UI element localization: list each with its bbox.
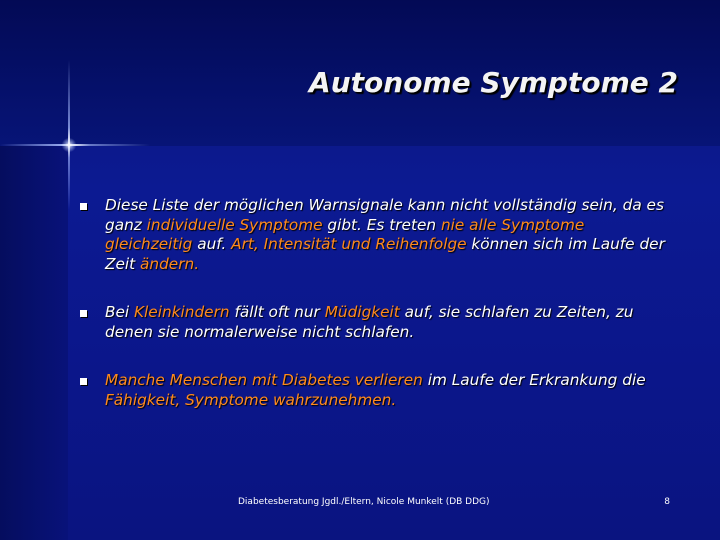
- square-bullet-icon: [80, 378, 87, 385]
- bullet-text: [105, 371, 646, 409]
- highlighted-text: Manche Menschen mit Diabetes verlieren: [105, 371, 423, 389]
- highlighted-text: Art, Intensität und Reihenfolge: [231, 235, 467, 253]
- bullet-item: [78, 196, 668, 274]
- text-segment: auf.: [192, 235, 232, 253]
- slide-footer: Diabetesberatung Jgdl./Eltern, Nicole Munkelt (DB DDG): [238, 497, 490, 507]
- text-segment: im Laufe der Erkrankung die: [422, 371, 646, 389]
- light-flare-core-icon: [61, 138, 77, 152]
- text-segment: gibt. Es treten: [322, 215, 441, 234]
- highlighted-text: Fähigkeit, Symptome wahrzunehmen.: [105, 390, 397, 409]
- slide-title: Autonome Symptome 2: [309, 66, 678, 99]
- text-segment: Diese Liste der möglichen Warnsignale kann nicht vollständig sein, da es ganz: [105, 196, 664, 234]
- highlighted-text: Müdigkeit: [324, 303, 400, 321]
- square-bullet-icon: [80, 203, 87, 210]
- left-band: [0, 146, 68, 540]
- highlighted-text: nie alle Symptome gleichzeitig: [105, 215, 585, 253]
- text-segment: Bei: [105, 303, 135, 321]
- highlighted-text: individuelle Symptome: [146, 215, 323, 234]
- highlighted-text: Kleinkindern: [134, 303, 230, 321]
- square-bullet-icon: [80, 310, 87, 317]
- bullet-item: [78, 371, 668, 410]
- bullet-text: [105, 303, 633, 341]
- highlighted-text: ändern.: [140, 254, 200, 273]
- light-flare-vertical-icon: [68, 60, 70, 210]
- page-number: 8: [664, 497, 670, 507]
- bullet-text: [105, 196, 665, 273]
- bullet-list: [78, 196, 668, 410]
- bullet-item: [78, 303, 668, 342]
- text-segment: können sich im Laufe der Zeit: [105, 235, 665, 273]
- text-segment: fällt oft nur: [229, 303, 325, 321]
- text-segment: auf, sie schlafen zu Zeiten, zu denen sie normalerweise nicht schlafen.: [105, 303, 634, 341]
